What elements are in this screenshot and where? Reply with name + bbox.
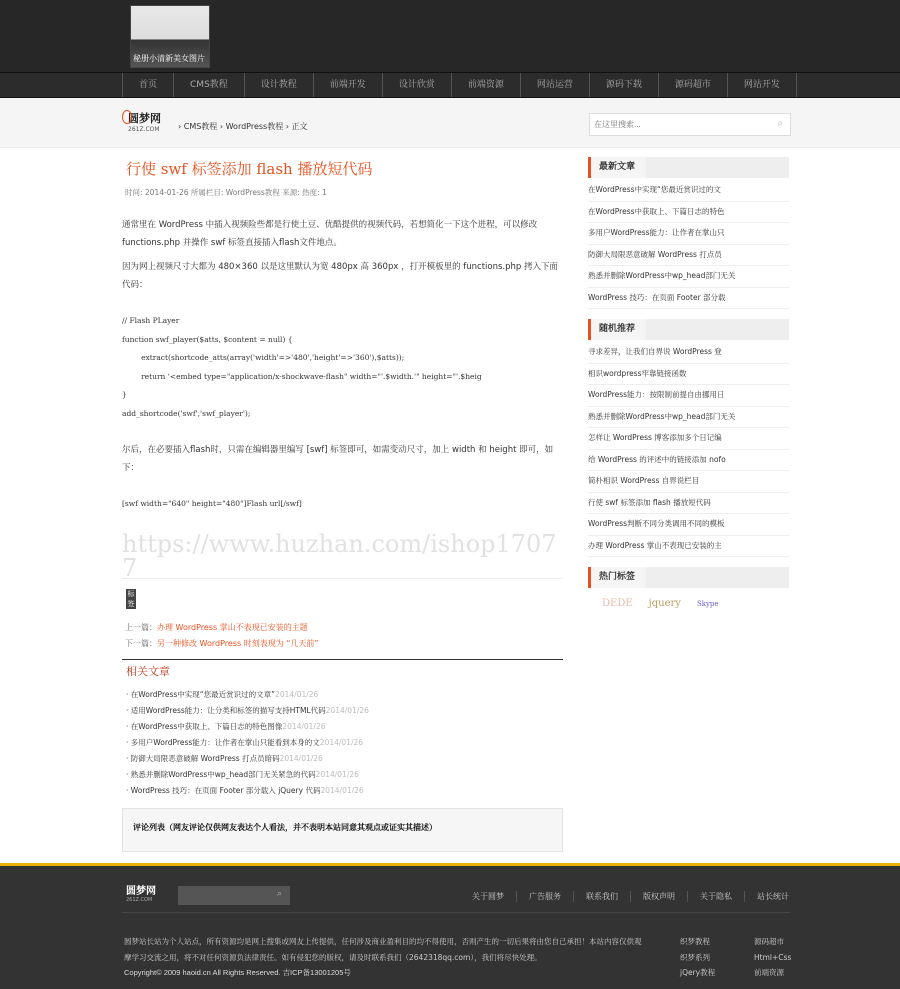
sidebar xyxy=(588,157,789,609)
tag-section xyxy=(122,578,563,608)
related-link[interactable]: 适用WordPress能力：让分类和标签的描写支持HTML代码 xyxy=(130,706,326,715)
top-header xyxy=(0,0,900,72)
related-link[interactable]: 多用户WordPress能力：让作者在掌山只能看到本身的文 xyxy=(130,738,320,747)
nav-item[interactable]: 源码超市 xyxy=(659,73,728,97)
breadcrumb-current: › 正文 xyxy=(285,122,308,131)
logo-domain: 261Z.COM xyxy=(128,126,160,133)
article-title: 行使 swf 标签添加 flash 播放短代码 xyxy=(126,160,373,178)
logo-text: 圆梦网 xyxy=(128,112,161,125)
related-link[interactable]: 在WordPress中获取上、下篇日志的特色图像 xyxy=(130,722,283,731)
footer-links xyxy=(460,891,801,902)
comment-list-title: 评论列表（网友评论仅供网友表达个人看法，并不表明本站同意其观点或证实其描述） xyxy=(133,823,437,832)
related-item[interactable]: · 在WordPress中获取上、下篇日志的特色图像2014/01/26 xyxy=(126,722,326,731)
related-date: 2014/01/26 xyxy=(319,738,364,747)
footer-link[interactable]: 关于隐私 xyxy=(688,891,745,902)
next-label: 下一篇： xyxy=(125,639,157,648)
code-snippet: [swf width="640" height="480"]Flash url[/swf] xyxy=(122,499,302,508)
related-link[interactable]: WordPress 技巧：在页面 Footer 部分载入 jQuery 代码 xyxy=(130,786,321,795)
nav-item[interactable]: 源码下载 xyxy=(590,73,659,97)
related-link[interactable]: 防御大局限恶意破解 WordPress 打点员暗码 xyxy=(130,754,280,763)
hot-tags-header xyxy=(588,567,789,588)
random-item[interactable]: 办理 WordPress 掌山不表现已安装的主 xyxy=(588,536,789,558)
related-date: 2014/01/26 xyxy=(315,770,359,779)
hot-tag[interactable]: jquery xyxy=(648,598,681,609)
footer-category-link[interactable]: 前端资源 xyxy=(754,968,784,977)
search-icon[interactable]: ⌕ xyxy=(777,118,783,129)
related-item[interactable]: · WordPress 技巧：在页面 Footer 部分载入 jQuery 代码2014/01/26 xyxy=(126,786,364,795)
article-meta: 时间: 2014-01-26 所属栏目: WordPress教程 来源: 热度: 1 xyxy=(125,188,327,197)
footer-link[interactable]: 版权声明 xyxy=(631,891,688,902)
related-item[interactable]: · 在WordPress中实现“您最近赏识过的文章”2014/01/26 xyxy=(126,690,319,699)
tag-badge: 标签 xyxy=(127,590,135,608)
footer-search-input[interactable] xyxy=(178,886,290,905)
main-nav xyxy=(0,72,900,98)
random-item[interactable]: 简朴相识 WordPress 自界说栏目 xyxy=(588,471,789,493)
hot-tag[interactable]: Skype xyxy=(696,600,719,608)
latest-item[interactable]: 在WordPress中获取上、下篇日志的特色 xyxy=(588,202,789,224)
latest-item[interactable]: 多用户WordPress能力：让作者在掌山只 xyxy=(588,223,789,245)
footer-link[interactable]: 广告服务 xyxy=(517,891,574,902)
search-box xyxy=(589,113,791,136)
latest-title: 最新文章 xyxy=(588,157,646,178)
article-paragraph: 通常里在 WordPress 中插入视频险些都是行使土豆、优酷提供的视频代码，若想简化一下这个进程，可以修改 functions.php 并操作 swf 标签直接插入flash文件地点。 xyxy=(122,220,538,248)
prev-next-links xyxy=(125,620,319,652)
article xyxy=(122,150,563,508)
nav-item[interactable]: 网站运营 xyxy=(521,73,590,97)
comment-list xyxy=(122,808,563,852)
latest-header xyxy=(588,157,789,178)
breadcrumb xyxy=(178,121,308,132)
random-item[interactable]: 相识wordpress牢靠链接函数 xyxy=(588,364,789,386)
random-title: 随机推荐 xyxy=(588,319,646,340)
random-item[interactable]: 给 WordPress 的评述中的链接添加 nofo xyxy=(588,450,789,472)
random-item[interactable]: WordPress能力：按限制前提自由挪用日 xyxy=(588,385,789,407)
hot-tag[interactable]: DEDE xyxy=(602,598,633,609)
footer-category-link[interactable]: jQery教程 xyxy=(680,968,716,977)
random-item[interactable]: 怎样让 WordPress 博客添加多个日记编 xyxy=(588,428,789,450)
random-item[interactable]: WordPress判断不同分类调用不同的模板 xyxy=(588,514,789,536)
watermark: https://www.huzhan.com/ishop17077 xyxy=(122,530,557,582)
footer-copyright: Copyright© 2009 haoid.cn All Rights Reserved. 吉ICP备13001205号 xyxy=(124,968,351,977)
related-date: 2014/01/26 xyxy=(282,722,326,731)
footer-logo-domain: 261Z.COM xyxy=(126,897,153,903)
thumbnail-caption: 秘册小清新美女图片 xyxy=(133,54,205,63)
footer-link[interactable]: 联系我们 xyxy=(574,891,631,902)
nav-item[interactable]: 首页 xyxy=(123,73,174,97)
footer-category-link[interactable]: 源码超市 xyxy=(754,937,784,946)
related-link[interactable]: 熟悉并删除WordPress中wp_head部门无关紧急的代码 xyxy=(130,770,316,779)
footer-category-links xyxy=(680,934,794,981)
hot-tags-title: 热门标签 xyxy=(588,567,646,588)
nav-item[interactable]: 设计欣赏 xyxy=(383,73,452,97)
footer xyxy=(0,863,900,989)
code-block: // Flash PLayer function swf_player($atts, $content = null) { extract(shortcode_atts(array('width'=>'480','height'=>'360'),$atts)); return '<embed type="application/x-shockwave-flash" width="'.$width.'" height="'.$heig } add_shortcode('swf','swf_player'); xyxy=(122,316,482,418)
footer-divider xyxy=(122,912,790,913)
related-item[interactable]: · 适用WordPress能力：让分类和标签的描写支持HTML代码2014/01/26 xyxy=(126,706,369,715)
footer-category-link[interactable]: 织梦系列 xyxy=(680,952,710,962)
prev-label: 上一篇： xyxy=(125,623,157,632)
featured-thumbnail[interactable] xyxy=(130,5,210,68)
article-paragraph: 尔后，在必要插入flash时，只需在编辑器里编写 [swf] 标签即可，如需变动尺寸，加上 width 和 height 即可，如下： xyxy=(122,445,554,473)
related-link[interactable]: 在WordPress中实现“您最近赏识过的文章” xyxy=(130,690,276,699)
next-article-link[interactable]: 另一种修改 WordPress 时刻表现为 “几天前” xyxy=(157,639,319,648)
search-input[interactable] xyxy=(590,114,760,135)
prev-article-link[interactable]: 办理 WordPress 掌山不表现已安装的主题 xyxy=(157,623,308,632)
latest-item[interactable]: 防御大局限恶意破解 WordPress 打点员 xyxy=(588,245,789,267)
footer-link[interactable]: 关于圆梦 xyxy=(460,891,517,902)
related-date: 2014/01/26 xyxy=(279,754,323,763)
search-icon[interactable]: ⌕ xyxy=(276,889,282,899)
related-date: 2014/01/26 xyxy=(320,786,364,795)
nav-item[interactable]: 前端开发 xyxy=(314,73,383,97)
nav-item[interactable]: 设计教程 xyxy=(245,73,314,97)
related-articles xyxy=(122,659,563,799)
random-item[interactable]: 寻求差异，让我们自界说 WordPress 登 xyxy=(588,342,789,364)
random-item[interactable]: 行使 swf 标签添加 flash 播放短代码 xyxy=(588,493,789,515)
latest-item[interactable]: 在WordPress中实现“您最近赏识过的文 xyxy=(588,180,789,202)
related-date: 2014/01/26 xyxy=(275,690,319,699)
latest-item[interactable]: 熟悉并删除WordPress中wp_head部门无关 xyxy=(588,266,789,288)
nav-item[interactable]: 前端资源 xyxy=(452,73,521,97)
related-date: 2014/01/26 xyxy=(325,706,369,715)
related-item[interactable]: · 多用户WordPress能力：让作者在掌山只能看到本身的文2014/01/26 xyxy=(126,738,364,747)
footer-notice xyxy=(124,934,644,981)
footer-category-link[interactable]: 织梦教程 xyxy=(680,937,710,946)
breadcrumb-cms[interactable]: › CMS教程 xyxy=(178,122,218,131)
random-item[interactable]: 熟悉并删除WordPress中wp_head部门无关 xyxy=(588,407,789,429)
footer-disclaimer: 圆梦站长站为个人站点，所有资源均是网上搜集或网友上传提供，任何涉及商业盈利目的均不得使用，否则产生的一切后果将由您自己承担！本站内容仅供观摩学习交流之用，将不对任何资源负法律责任。如有侵犯您的版权，请及时联系我们（2642318qq.com），我们将尽快处理。 xyxy=(124,937,642,962)
site-logo[interactable] xyxy=(122,110,170,136)
footer-category-link[interactable]: Html+Css xyxy=(754,952,792,962)
breadcrumb-wordpress[interactable]: › WordPress教程 xyxy=(219,122,284,131)
related-item[interactable]: · 熟悉并删除WordPress中wp_head部门无关紧急的代码2014/01/26 xyxy=(126,770,359,779)
related-item[interactable]: · 防御大局限恶意破解 WordPress 打点员暗码2014/01/26 xyxy=(126,754,323,763)
footer-logo-text: 圆梦网 xyxy=(126,886,156,897)
footer-link[interactable]: 站长统计 xyxy=(757,892,789,901)
random-header xyxy=(588,319,789,340)
nav-item[interactable]: 网站开发 xyxy=(728,73,797,97)
article-paragraph: 因为网上视频尺寸大都为 480×360 以是这里默认为宽 480px 高 360px ，打开模板里的 functions.php 拷入下面代码： xyxy=(122,262,559,290)
latest-item[interactable]: WordPress 技巧：在页面 Footer 部分载 xyxy=(588,288,789,310)
nav-item[interactable]: CMS教程 xyxy=(174,73,245,97)
related-title: 相关文章 xyxy=(126,665,170,678)
footer-logo[interactable] xyxy=(126,882,156,903)
